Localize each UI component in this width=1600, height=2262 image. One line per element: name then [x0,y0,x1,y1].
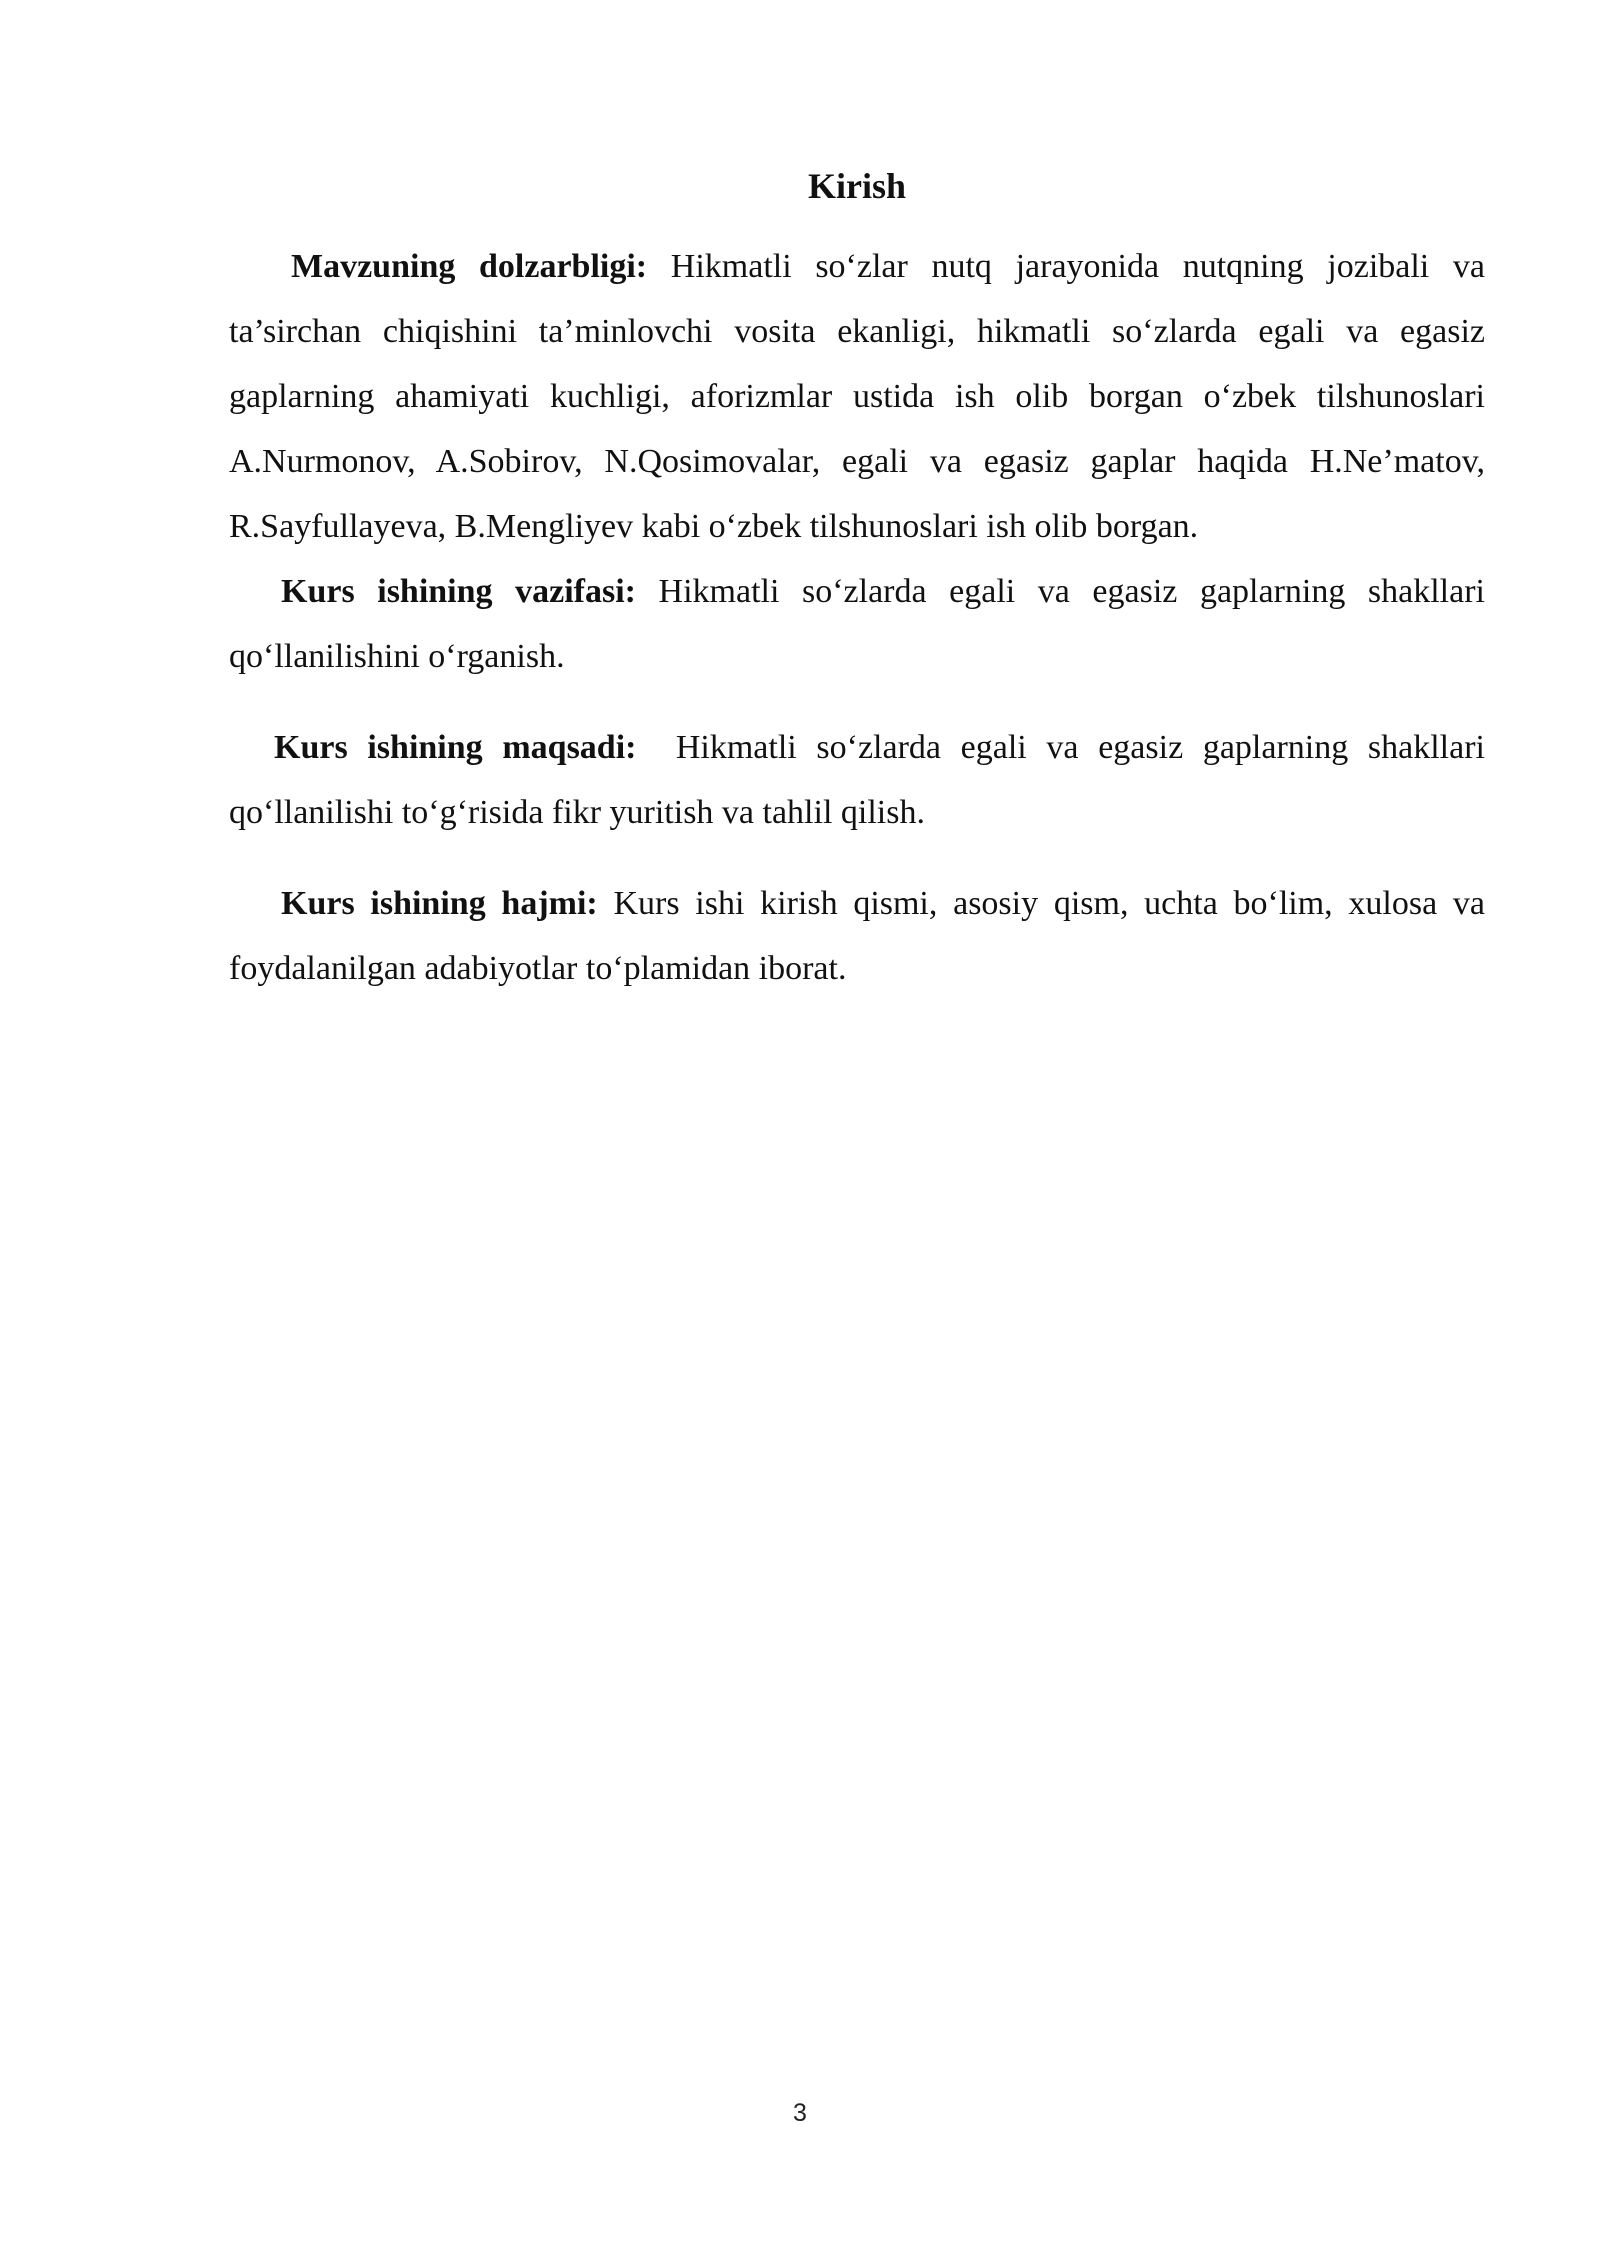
page-content [229,160,1494,1001]
paragraph-lead: Kurs ishining maqsadi: [274,729,637,766]
paragraph-text: Hikmatli so‘zlar nutq jarayonida nutqning jozibali va ta’sirchan chiqishini ta’minlovchi vosita ekanligi, hikmatli so‘zlarda egali va egasiz gaplarning ahamiyati kuchligi, aforizmlar ustida ish olib borgan o‘zbek tilshunoslari A.Nurmonov, A.Sobirov, N.Qosimovalar, egali va egasiz gaplar haqida H.Ne’matov, R.Sayfullayeva, B.Mengliyev kabi o‘zbek tilshunoslari ish olib borgan. [229,248,1485,545]
paragraph-task [229,559,1485,689]
paragraph-lead: Mavzuning dolzarbligi: [291,248,648,285]
paragraph-volume [229,871,1485,1001]
paragraph-text: Hikmatli so‘zlarda egali va egasiz gaplarning shakllari qo‘llanilishini o‘rganish. [229,573,1485,675]
page-number: 3 [793,2099,807,2127]
page-title: Kirish [807,166,906,206]
paragraph-lead: Kurs ishining vazifasi: [281,573,636,610]
paragraph-goal [229,715,1494,845]
paragraph-text: Hikmatli so‘zlarda egali va egasiz gaplarning shakllari qo‘llanilishi to‘g‘risida fikr yuritish va tahlil qilish. [229,729,1494,831]
paragraph-lead: Kurs ishining hajmi: [281,885,598,922]
paragraph-text: Kurs ishi kirish qismi, asosiy qism, uchta bo‘lim, xulosa va foydalanilgan adabiyotlar to‘plamidan iborat. [229,885,1485,987]
paragraph-relevance [229,234,1485,559]
